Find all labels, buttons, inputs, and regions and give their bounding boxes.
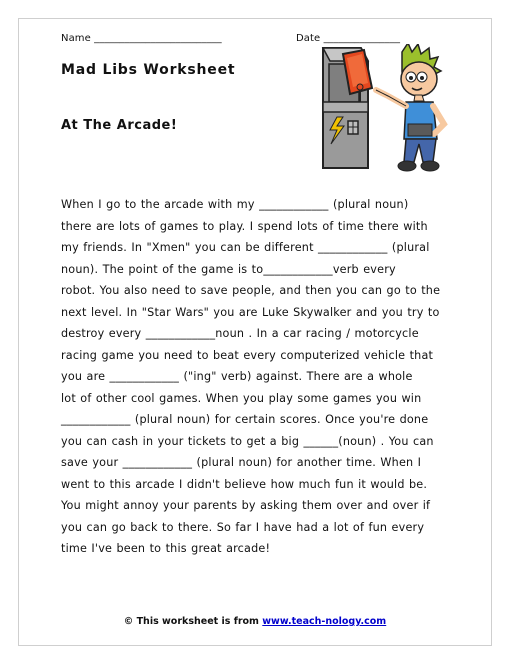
footer-link[interactable]: www.teach-nology.com bbox=[262, 616, 387, 627]
boy-playing-arcade-machine-icon bbox=[316, 44, 456, 176]
story-line: save your ____________ (plural noun) for another time. When I bbox=[61, 456, 422, 469]
arcade-cabinet-icon bbox=[323, 48, 372, 168]
story-line: my friends. In "Xmen" you can be different ____________ (plural bbox=[61, 241, 430, 254]
story-line: ____________ (plural noun) for certain scores. Once you're done bbox=[61, 413, 429, 426]
footer-text: © This worksheet is from bbox=[123, 616, 259, 627]
story-line: racing game you need to beat every computerized vehicle that bbox=[61, 348, 434, 362]
worksheet-title: Mad Libs Worksheet bbox=[61, 62, 236, 78]
footer bbox=[0, 616, 510, 627]
story-text bbox=[61, 194, 475, 560]
story-line: you can cash in your tickets to get a big ______(noun) . You can bbox=[61, 434, 434, 448]
story-title: At The Arcade! bbox=[61, 118, 178, 133]
story-line: destroy every ____________noun . In a car racing / motorcycle bbox=[61, 327, 419, 340]
boy-icon bbox=[376, 44, 444, 171]
story-line: robot. You also need to save people, and then you can go to the bbox=[61, 284, 441, 297]
story-line: next level. In "Star Wars" you are Luke Skywalker and you try to bbox=[61, 305, 440, 319]
story-line: You might annoy your parents by asking them over and over if bbox=[61, 499, 431, 512]
name-field: Name _________________________ bbox=[61, 33, 222, 44]
story-line: When I go to the arcade with my ____________ (plural noun) bbox=[61, 198, 409, 211]
story-line: lot of other cool games. When you play some games you win bbox=[61, 391, 422, 405]
story-line: went to this arcade I didn't believe how much fun it would be. bbox=[61, 477, 428, 491]
story-line: time I've been to this great arcade! bbox=[61, 542, 271, 555]
story-line: noun). The point of the game is to____________verb every bbox=[61, 262, 396, 276]
date-field: Date _______________ bbox=[296, 33, 401, 44]
story-line: there are lots of games to play. I spend lots of time there with bbox=[61, 219, 428, 233]
story-line: you can go back to there. So far I have had a lot of fun every bbox=[61, 520, 425, 534]
story-line: you are ____________ ("ing" verb) against. There are a whole bbox=[61, 370, 413, 383]
